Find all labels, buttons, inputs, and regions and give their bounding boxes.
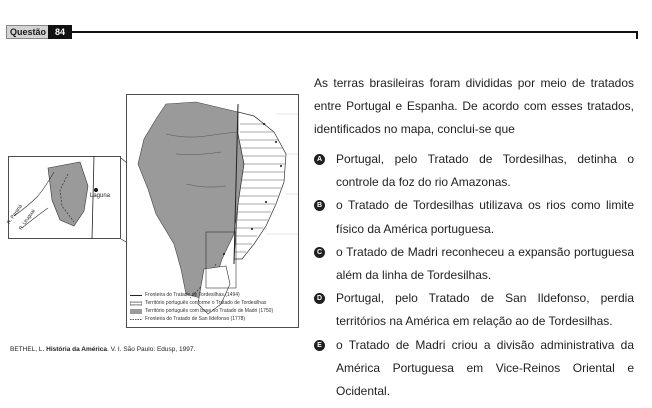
legend-row	[130, 316, 298, 323]
map-legend	[130, 292, 298, 324]
credit-author: BETHEL, L.	[10, 346, 45, 353]
option-d[interactable]	[314, 287, 634, 333]
map-source-credit	[10, 346, 195, 353]
legend-striped-icon	[130, 301, 142, 306]
option-a-text: Portugal, pelo Tratado de Tordesilhas, detinha o controle da foz do rio Amazonas.	[336, 152, 634, 190]
option-b[interactable]	[314, 194, 634, 240]
legend-shaded-icon	[130, 309, 142, 314]
inset-label-parana: R. Paraná	[6, 203, 24, 226]
credit-rest: . V. I. São Paulo: Edusp, 1997.	[106, 346, 196, 353]
answer-options	[314, 148, 634, 403]
option-d-marker-icon: D	[314, 293, 325, 304]
option-b-marker-icon: B	[314, 200, 325, 211]
option-c[interactable]	[314, 241, 634, 287]
option-a-marker-icon: A	[314, 154, 325, 165]
option-e-text: o Tratado de Madri criou a divisão administrativa da América Portuguesa em Vice-Reinos Oriental e Ocidental.	[336, 337, 634, 399]
option-e-marker-icon: E	[314, 340, 325, 351]
inset-label-laguna: Laguna	[90, 193, 111, 199]
option-a[interactable]	[314, 148, 634, 194]
laguna-dot	[94, 188, 98, 192]
question-number: 84	[48, 25, 72, 39]
legend-row	[130, 308, 298, 315]
question-header	[6, 25, 638, 39]
legend-label: Fronteira do Tratado de Tordesilhas (1494)	[145, 292, 240, 298]
option-c-text: o Tratado de Madri reconheceu a expansão portuguesa além da linha de Tordesilhas.	[336, 244, 634, 283]
option-d-text: Portugal, pelo Tratado de San Ildefonso, perdia territórios na América em relação ao de Tordesilhas.	[336, 291, 634, 329]
question-label: Questão	[6, 25, 50, 39]
legend-solid-line-icon	[130, 293, 142, 298]
option-e[interactable]	[314, 334, 634, 404]
option-b-text: o Tratado de Tordesilhas utilizava os rios como limite físico da América portuguesa.	[336, 198, 634, 236]
header-rule-end	[636, 31, 638, 39]
credit-title: História da América	[46, 346, 107, 353]
legend-dashed-line-icon	[130, 317, 142, 322]
legend-label: Território português com base no Tratado de Madri (1750)	[145, 308, 274, 314]
question-stem: As terras brasileiras foram divididas por meio de tratados entre Portugal e Espanha. De acordo com esses tratados, identificados no mapa, conclui-se que	[314, 76, 634, 136]
legend-label: Fronteira do Tratado de San Ildefonso (1778)	[145, 316, 246, 322]
legend-row	[130, 292, 298, 299]
option-c-marker-icon: C	[314, 247, 325, 258]
inset-label-uruguai: R. Uruguai	[18, 208, 37, 232]
header-rule	[72, 31, 638, 33]
legend-row	[130, 300, 298, 307]
legend-label: Território português conforme o Tratado de Tordesilhas	[145, 300, 267, 306]
